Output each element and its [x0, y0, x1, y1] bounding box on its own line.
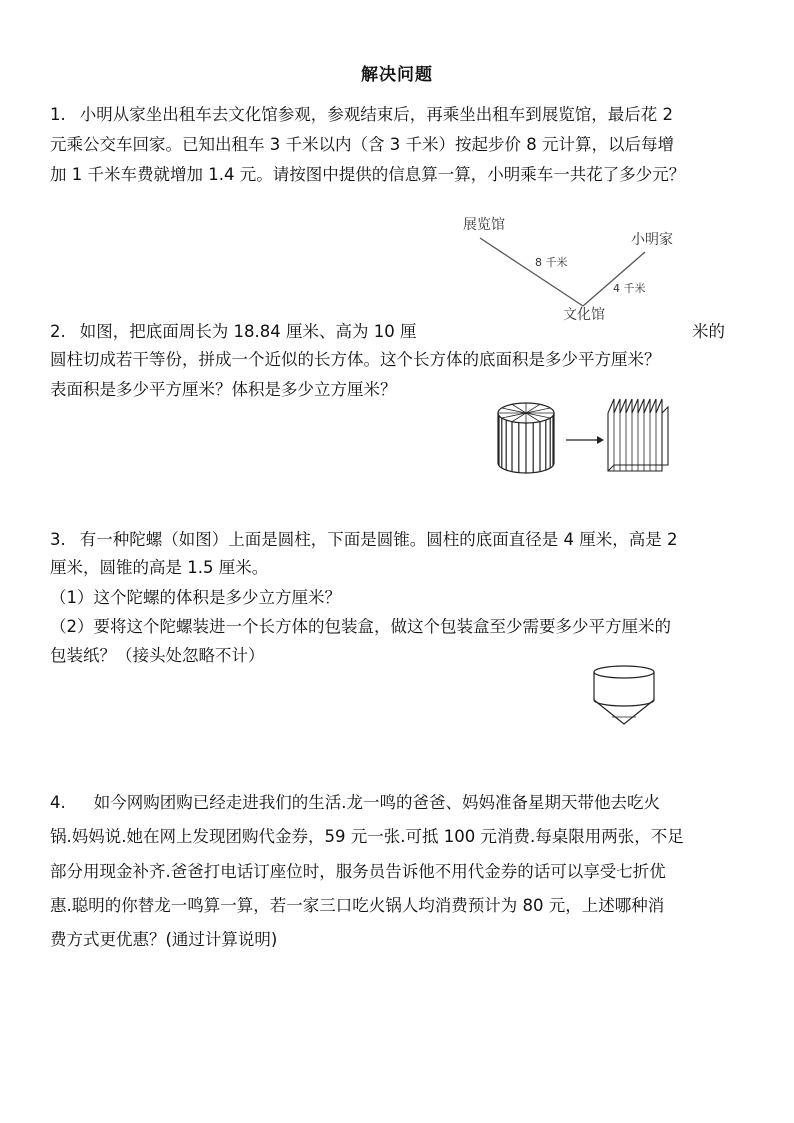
cuboid-figure	[608, 399, 668, 471]
q3-subquestion-1: （1）这个陀螺的体积是多少立方厘米？	[50, 588, 341, 607]
label-home: 小明家	[631, 232, 673, 248]
route-line-culture-home	[583, 252, 645, 306]
route-line-exhibition-culture	[480, 238, 583, 306]
q3-number: 3.	[50, 530, 66, 549]
label-distance-8km: 8 千米	[535, 256, 568, 269]
q4-line-3: 部分用现金补齐.爸爸打电话订座位时，服务员告诉他不用代金券的话可以享受七折优	[50, 862, 666, 881]
q3-text-1: 有一种陀螺（如图）上面是圆柱，下面是圆锥。圆柱的底面直径是 4 厘米，高是 2	[79, 530, 678, 549]
q4-number: 4.	[50, 793, 66, 812]
cone-body	[594, 700, 654, 724]
q1-line-1	[50, 101, 673, 125]
label-distance-4km: 4 千米	[613, 282, 646, 295]
cuboid-top-teeth	[608, 399, 662, 413]
q2-line-1	[50, 318, 416, 342]
arrow-icon	[566, 436, 604, 444]
spinning-top-figure	[590, 662, 660, 732]
page-title: 解决问题	[361, 65, 433, 85]
q4-line-1	[50, 789, 660, 813]
q3-line-2: 厘米，圆锥的高是 1.5 厘米。	[50, 558, 269, 577]
cylinder-body	[594, 672, 654, 706]
cylinder-to-cuboid-figure	[494, 393, 684, 483]
q4-line-4: 惠.聪明的你替龙一鸣算一算，若一家三口吃火锅人均消费预计为 80 元，上述哪种消	[50, 896, 665, 915]
cylinder-top	[594, 666, 654, 678]
q2-number: 2.	[50, 322, 66, 341]
q1-text-1: 小明从家坐出租车去文化馆参观，参观结束后，再乘坐出租车到展览馆，最后花 2	[79, 105, 673, 124]
q4-text-1: 如今网购团购已经走进我们的生活.龙一鸣的爸爸、妈妈准备星期天带他去吃火	[93, 793, 660, 812]
q1-line-3: 加 1 千米车费就增加 1.4 元。请按图中提供的信息算一算，小明乘车一共花了多少元？	[50, 165, 686, 184]
q2-text-1-right: 米的	[692, 322, 725, 341]
q2-line-2: 圆柱切成若干等份，拼成一个近似的长方体。这个长方体的底面积是多少平方厘米？	[50, 350, 661, 369]
route-diagram	[455, 212, 695, 322]
label-exhibition: 展览馆	[463, 217, 505, 233]
q3-line-5: 包装纸？（接头处忽略不计）	[50, 646, 265, 665]
q2-line-3: 表面积是多少平方厘米？体积是多少立方厘米？	[50, 380, 397, 399]
cylinder-figure	[498, 403, 554, 473]
label-culture: 文化馆	[563, 307, 605, 323]
q4-line-5: 费方式更优惠？(通过计算说明)	[50, 930, 278, 949]
q4-line-2: 锅.妈妈说.她在网上发现团购代金券，59 元一张.可抵 100 元消费.每桌限用两张，不足	[50, 827, 684, 846]
q3-line-1	[50, 526, 677, 550]
q1-number: 1.	[50, 105, 66, 124]
q1-line-2: 元乘公交车回家。已知出租车 3 千米以内（含 3 千米）按起步价 8 元计算，以后每增	[50, 135, 674, 154]
q2-text-1-left: 如图，把底面周长为 18.84 厘米、高为 10 厘	[79, 322, 417, 341]
q3-subquestion-2: （2）要将这个陀螺装进一个长方体的包装盒，做这个包装盒至少需要多少平方厘米的	[50, 617, 671, 636]
